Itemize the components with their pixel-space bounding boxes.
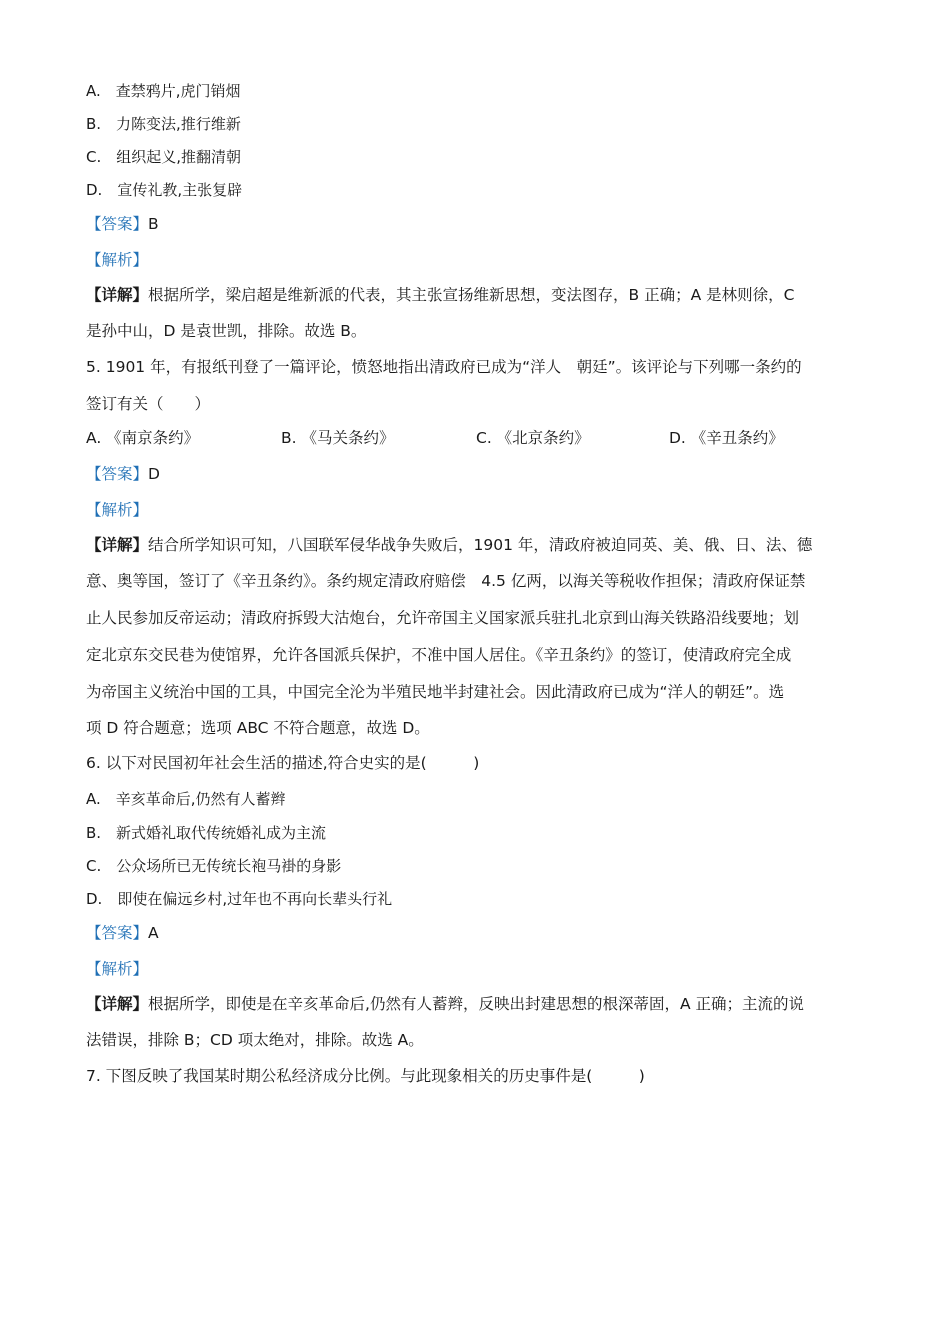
analysis-tag: 【解析】 [86,251,149,269]
q5-option-b: B. 《马关条约》 [281,429,395,447]
q4-option-c: C. 组织起义,推翻清朝 [86,148,242,166]
q5-option-d: D. 《辛丑条约》 [669,429,784,447]
q6-detail-text-1: 根据所学，即使是在辛亥革命后,仍然有人蓄辫，反映出封建思想的根深蒂固，A 正确；主流的说 [148,995,804,1013]
q6-detail-line-2: 法错误，排除 B；CD 项太绝对，排除。故选 A。 [86,1031,424,1049]
answer-tag: 【答案】 [86,215,149,233]
q5-detail-line-1 [86,534,866,556]
q4-analysis-tag [86,249,866,271]
q6-option-d: D. 即使在偏远乡村,过年也不再向长辈头行礼 [86,890,393,908]
q4-answer: B [148,215,159,233]
q6-detail-line-1 [86,993,866,1015]
q5-detail-text-1: 结合所学知识可知，八国联军侵华战争失败后，1901 年，清政府被迫同英、美、俄、日、法、德 [148,536,813,554]
detail-tag: 【详解】 [86,286,149,304]
q5-options-row [86,427,866,449]
q5-analysis-tag [86,499,866,521]
q5-answer: D [148,465,160,483]
q4-answer-line [86,213,866,235]
detail-tag: 【详解】 [86,536,149,554]
q6-answer-line [86,922,866,944]
answer-tag: 【答案】 [86,924,149,942]
analysis-tag: 【解析】 [86,501,149,519]
analysis-tag: 【解析】 [86,960,149,978]
detail-tag: 【详解】 [86,995,149,1013]
q5-option-c: C. 《北京条约》 [476,429,590,447]
q6-option-b: B. 新式婚礼取代传统婚礼成为主流 [86,824,327,842]
q6-option-a: A. 辛亥革命后,仍然有人蓄辫 [86,790,286,808]
q5-option-a: A. 《南京条约》 [86,429,200,447]
q5-stem-line-1: 5. 1901 年，有报纸刊登了一篇评论，愤怒地指出清政府已成为“洋人 朝廷”。该评论与下列哪一条约的 [86,358,802,376]
q6-analysis-tag [86,958,866,980]
answer-tag: 【答案】 [86,465,149,483]
q5-stem-line-2: 签订有关（ ） [86,395,211,413]
q5-detail-line-2: 意、奥等国，签订了《辛丑条约》。条约规定清政府赔偿 4.5 亿两，以海关等税收作担保；清政府保证禁 [86,572,806,590]
q5-detail-line-3: 止人民参加反帝运动；清政府拆毁大沽炮台，允许帝国主义国家派兵驻扎北京到山海关铁路沿线要地；划 [86,609,800,627]
q4-option-d: D. 宣传礼教,主张复辟 [86,181,243,199]
q4-detail-line-1 [86,284,866,306]
q6-option-c: C. 公众场所已无传统长袍马褂的身影 [86,857,342,875]
q4-detail-line-2: 是孙中山，D 是袁世凯，排除。故选 B。 [86,322,367,340]
q5-detail-line-6: 项 D 符合题意；选项 ABC 不符合题意，故选 D。 [86,719,430,737]
q7-stem: 7. 下图反映了我国某时期公私经济成分比例。与此现象相关的历史事件是( ) [86,1067,645,1085]
q5-answer-line [86,463,866,485]
q5-detail-line-5: 为帝国主义统治中国的工具，中国完全沦为半殖民地半封建社会。因此清政府已成为“洋人的朝廷”。选 [86,683,785,701]
q6-answer: A [148,924,159,942]
q6-stem: 6. 以下对民国初年社会生活的描述,符合史实的是( ) [86,754,480,772]
q4-option-a: A. 查禁鸦片,虎门销烟 [86,82,241,100]
q4-option-b: B. 力陈变法,推行维新 [86,115,241,133]
q4-detail-text-1: 根据所学，梁启超是维新派的代表，其主张宣扬维新思想，变法图存，B 正确；A 是林则徐，C [148,286,795,304]
q5-detail-line-4: 定北京东交民巷为使馆界，允许各国派兵保护，不准中国人居住。《辛丑条约》的签订，使清政府完全成 [86,646,792,664]
